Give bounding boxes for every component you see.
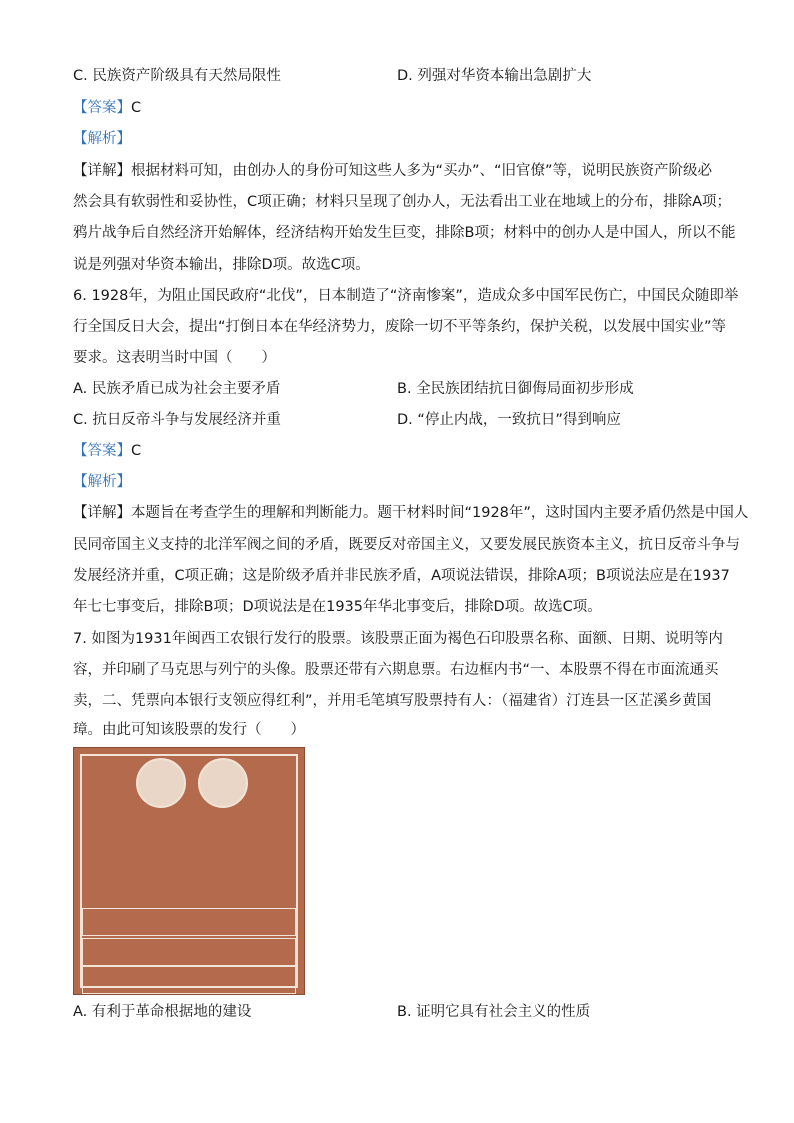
coupon-row [82,966,296,994]
q6-detail-line: 年七七事变后，排除B项；D项说法是在1935年华北事变后，排除D项。故选C项。 [73,599,602,615]
q6-analysis-tag: 【解析】 [73,474,131,490]
q7-option-b: B. 证明它具有社会主义的性质 [397,1004,591,1020]
q7-stem-line: 璋。由此可知该股票的发行（ ） [73,722,305,738]
q6-stem-line: 6. 1928年，为阻止国民政府“北伐”，日本制造了“济南惨案”，造成众多中国军民伤亡，中国民众随即举 [73,288,739,304]
portrait-medallion [198,758,248,808]
q6-option-a: A. 民族矛盾已成为社会主要矛盾 [73,381,281,397]
q6-detail-line: 【详解】本题旨在考查学生的理解和判断能力。题干材料时间“1928年”，这时国内主要矛盾仍然是中国人 [73,505,749,521]
q6-detail-line: 发展经济并重，C项正确；这是阶级矛盾并非民族矛盾，A项说法错误，排除A项；B项说法应是在1937 [73,568,730,584]
q5-option-c: C. 民族资产阶级具有天然局限性 [73,68,281,84]
q6-stem-line: 行全国反日大会，提出“打倒日本在华经济势力，废除一切不平等条约，保护关税，以发展中国实业”等 [73,319,727,335]
q6-answer [73,441,141,461]
q7-option-a: A. 有利于革命根据地的建设 [73,1004,252,1020]
answer-value: C [131,443,142,459]
q5-detail-line: 说是列强对华资本输出，排除D项。故选C项。 [73,257,370,273]
answer-tag: 【答案】 [73,100,131,116]
q5-detail-line: 然会具有软弱性和妥协性，C项正确；材料只呈现了创办人，无法看出工业在地域上的分布，排除A项； [73,194,732,210]
coupon-row [82,938,296,966]
q5-detail-line: 鸦片战争后自然经济开始解体，经济结构开始发生巨变，排除B项；材料中的创办人是中国人，所以不能 [73,225,736,241]
q6-option-d: D. “停止内战，一致抗日”得到响应 [397,412,621,428]
answer-value: C [131,100,142,116]
q7-stem-line: 7. 如图为1931年闽西工农银行发行的股票。该股票正面为褐色石印股票名称、面额、日期、说明等内 [73,631,723,647]
q6-detail-line: 民同帝国主义支持的北洋军阀之间的矛盾，既要反对帝国主义，又要发展民族资本主义，抗日反帝斗争与 [73,537,740,553]
q6-stem-line: 要求。这表明当时中国（ ） [73,350,276,366]
q7-stem-line: 卖，二、凭票向本银行支领应得红利”，并用毛笔填写股票持有人：（福建省）汀连县一区芷溪乡黄国 [73,693,712,709]
portrait-medallion [136,758,186,808]
q5-option-d: D. 列强对华资本输出急剧扩大 [397,68,592,84]
q6-option-c: C. 抗日反帝斗争与发展经济并重 [73,412,281,428]
q5-answer [73,98,141,118]
answer-tag: 【答案】 [73,443,131,459]
q6-option-b: B. 全民族团结抗日御侮局面初步形成 [397,381,634,397]
q7-stem-line: 容，并印刷了马克思与列宁的头像。股票还带有六期息票。右边框内书“一、本股票不得在市面流通买 [73,662,719,678]
q5-detail-line: 【详解】根据材料可知，由创办人的身份可知这些人多为“买办”、“旧官僚”等，说明民族资产阶级必 [73,163,713,179]
stock-certificate-image [73,747,305,995]
q5-analysis-tag: 【解析】 [73,131,131,147]
coupon-row [82,908,296,936]
